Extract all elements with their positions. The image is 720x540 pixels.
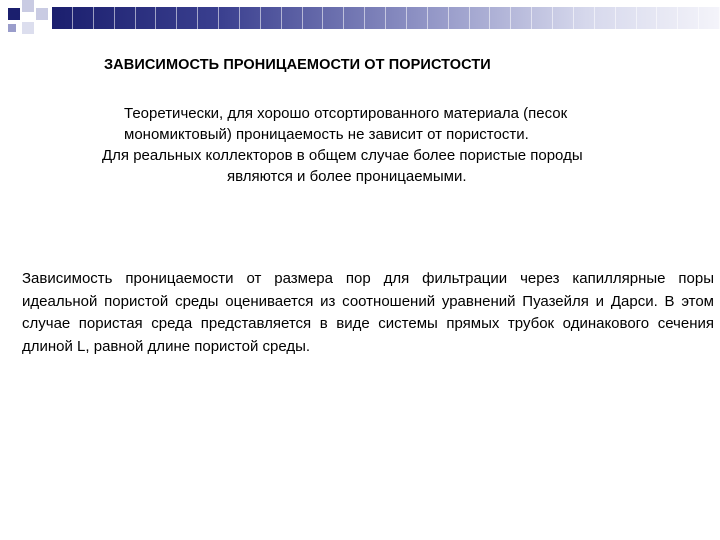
intro-line-2: мономиктовый) проницаемость не зависит от пористости. <box>124 126 529 143</box>
deco-square-light <box>22 0 34 12</box>
intro-line-4: являются и более проницаемыми. <box>227 168 467 185</box>
deco-square-dark <box>8 8 20 20</box>
deco-square-mid <box>8 24 16 32</box>
slide-title: ЗАВИСИМОСТЬ ПРОНИЦАЕМОСТИ ОТ ПОРИСТОСТИ <box>104 57 491 73</box>
deco-square-light <box>22 22 34 34</box>
decorative-squares <box>0 0 60 40</box>
header-decoration <box>0 0 720 40</box>
intro-line-1: Теоретически, для хорошо отсортированного материала (песок <box>124 105 568 122</box>
intro-line-3: Для реальных коллекторов в общем случае более пористые породы <box>102 147 583 164</box>
deco-square-light <box>36 8 48 20</box>
body-paragraph: Зависимость проницаемости от размера пор для фильтрации через капиллярные поры идеальной пористой среды оценивается из соотношений уравнений Пуазейля и Дарси. В этом случае пористая среда представляется в виде системы прямых трубок одинакового сечения длиной L, равной длине пористой среды. <box>22 270 714 355</box>
intro-paragraph <box>96 103 686 187</box>
header-band-cells <box>52 7 720 29</box>
